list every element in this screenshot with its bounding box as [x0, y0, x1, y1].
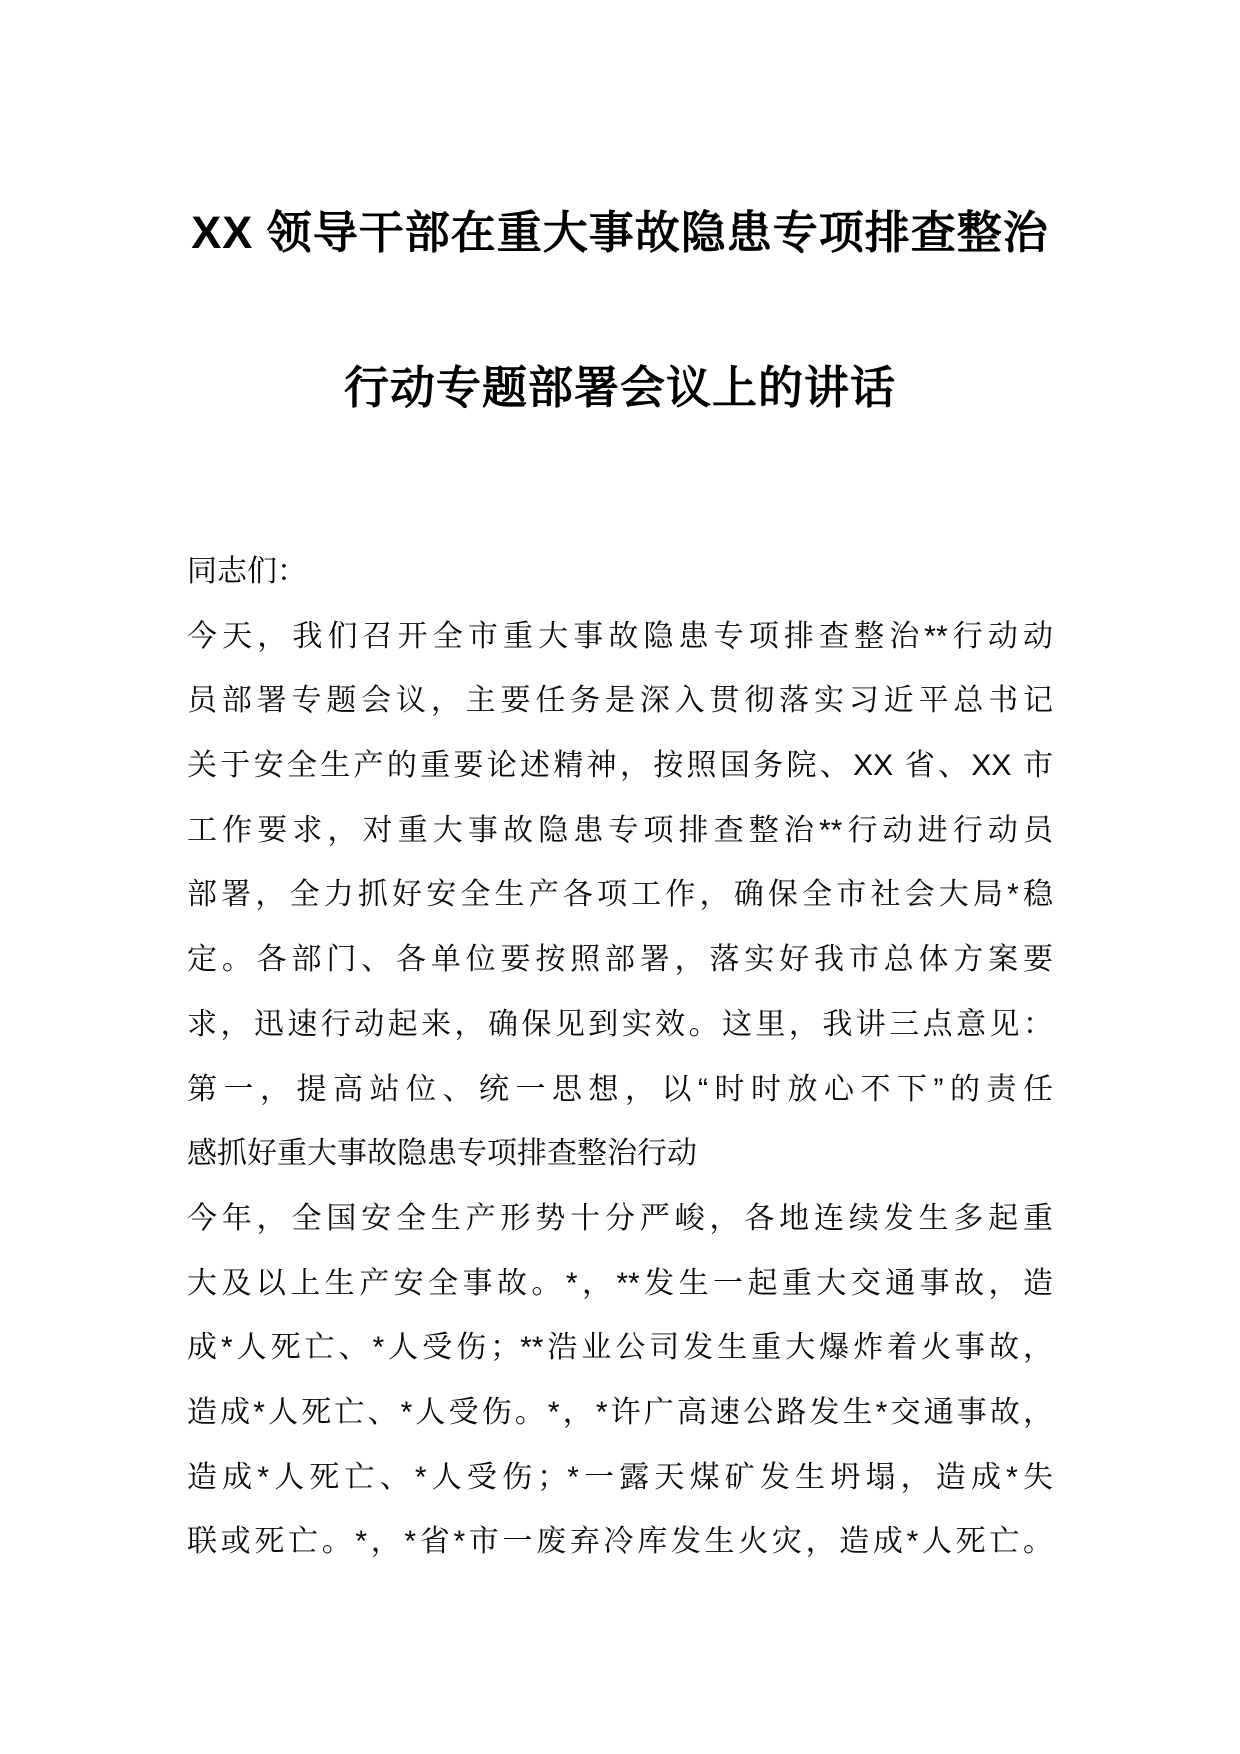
document-title-line-1: XX 领导干部在重大事故隐患专项排查整治 [191, 207, 1049, 258]
body-line: 感抓好重大事故隐患专项排查整治行动 [187, 1137, 697, 1171]
body-line: 今年，全国安全生产形势十分严峻，各地连续发生多起重 [187, 1201, 1053, 1235]
body-line: 造成*人死亡、*人受伤。*，*许广高速公路发生*交通事故， [187, 1395, 1053, 1429]
body-line: 关于安全生产的重要论述精神，按照国务院、XX 省、XX 市 [187, 749, 1053, 783]
body-line: 今天，我们召开全市重大事故隐患专项排查整治**行动动 [187, 619, 1053, 653]
body-line: 定。各部门、各单位要按照部署，落实好我市总体方案要 [187, 943, 1053, 977]
document-title [90, 155, 1150, 465]
document-body [187, 540, 1053, 1575]
body-line: 成*人死亡、*人受伤；**浩业公司发生重大爆炸着火事故， [187, 1331, 1053, 1365]
body-line: 造成*人死亡、*人受伤；*一露天煤矿发生坍塌，造成*失 [187, 1460, 1053, 1494]
body-line: 大及以上生产安全事故。*，**发生一起重大交通事故，造 [187, 1266, 1053, 1300]
body-line: 工作要求，对重大事故隐患专项排查整治**行动进行动员 [187, 813, 1053, 847]
body-line: 第一，提高站位、统一思想，以“时时放心不下”的责任 [187, 1072, 1053, 1106]
document-title-line-2: 行动专题部署会议上的讲话 [343, 362, 896, 413]
body-line: 联或死亡。*，*省*市一废弃冷库发生火灾，造成*人死亡。 [187, 1525, 1053, 1559]
body-line: 员部署专题会议，主要任务是深入贯彻落实习近平总书记 [187, 684, 1053, 718]
body-line: 部署，全力抓好安全生产各项工作，确保全市社会大局*稳 [187, 878, 1053, 912]
body-line: 同志们： [187, 555, 307, 588]
body-line: 求，迅速行动起来，确保见到实效。这里，我讲三点意见： [187, 1007, 1053, 1041]
